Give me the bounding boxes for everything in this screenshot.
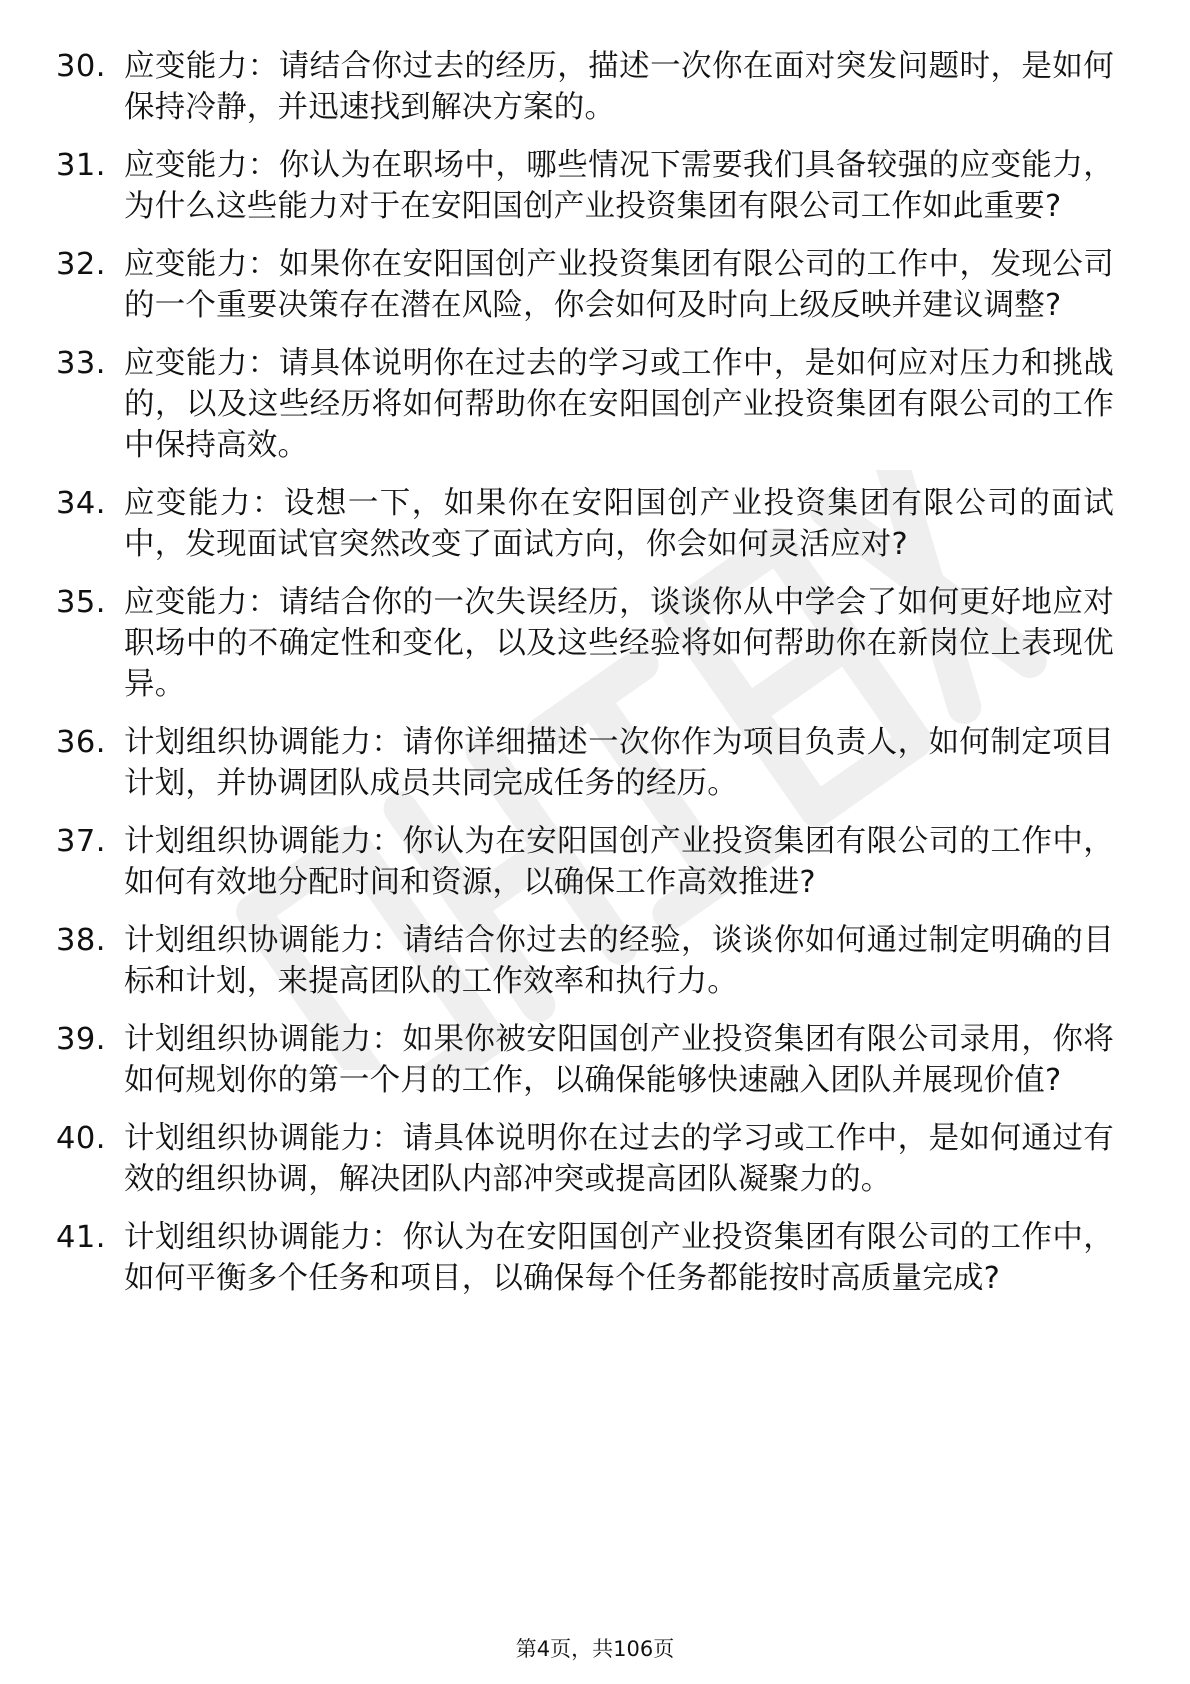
question-text: 应变能力：你认为在职场中，哪些情况下需要我们具备较强的应变能力，为什么这些能力对于在安阳国创产业投资集团有限公司工作如此重要? <box>124 148 1114 224</box>
question-text: 应变能力：请结合你的一次失误经历，谈谈你从中学会了如何更好地应对职场中的不确定性和变化，以及这些经验将如何帮助你在新岗位上表现优异。 <box>124 585 1114 702</box>
question-number: 35. <box>56 585 107 620</box>
question-number: 31. <box>56 148 107 183</box>
question-number: 38. <box>56 923 107 958</box>
list-item <box>0 1019 1190 1101</box>
question-text: 应变能力：如果你在安阳国创产业投资集团有限公司的工作中，发现公司的一个重要决策存在潜在风险，你会如何及时向上级反映并建议调整? <box>124 247 1114 323</box>
question-number: 40. <box>56 1121 107 1156</box>
question-text: 应变能力：请具体说明你在过去的学习或工作中，是如何应对压力和挑战的，以及这些经历将如何帮助你在安阳国创产业投资集团有限公司的工作中保持高效。 <box>124 346 1114 463</box>
list-item <box>0 145 1190 227</box>
question-text: 计划组织协调能力：请结合你过去的经验，谈谈你如何通过制定明确的目标和计划，来提高团队的工作效率和执行力。 <box>124 923 1114 999</box>
list-item <box>0 1217 1190 1299</box>
question-text: 计划组织协调能力：你认为在安阳国创产业投资集团有限公司的工作中，如何平衡多个任务和项目，以确保每个任务都能按时高质量完成? <box>124 1220 1114 1296</box>
question-number: 30. <box>56 49 107 84</box>
question-number: 33. <box>56 346 107 381</box>
list-item <box>0 582 1190 705</box>
question-number: 36. <box>56 725 107 760</box>
question-text: 计划组织协调能力：你认为在安阳国创产业投资集团有限公司的工作中，如何有效地分配时间和资源，以确保工作高效推进? <box>124 824 1114 900</box>
list-item <box>0 722 1190 804</box>
list-item <box>0 1118 1190 1200</box>
list-item <box>0 244 1190 326</box>
question-number: 37. <box>56 824 107 859</box>
page-number-footer: 第4页，共106页 <box>515 1637 675 1661</box>
question-number: 39. <box>56 1022 107 1057</box>
question-text: 计划组织协调能力：请你详细描述一次你作为项目负责人，如何制定项目计划，并协调团队成员共同完成任务的经历。 <box>124 725 1114 801</box>
question-number: 32. <box>56 247 107 282</box>
list-item <box>0 821 1190 903</box>
question-text: 应变能力：设想一下，如果你在安阳国创产业投资集团有限公司的面试中，发现面试官突然改变了面试方向，你会如何灵活应对? <box>124 486 1114 562</box>
list-item <box>0 343 1190 466</box>
question-number: 41. <box>56 1220 107 1255</box>
list-item <box>0 483 1190 565</box>
question-text: 计划组织协调能力：请具体说明你在过去的学习或工作中，是如何通过有效的组织协调，解决团队内部冲突或提高团队凝聚力的。 <box>124 1121 1114 1197</box>
list-item <box>0 920 1190 1002</box>
question-text: 应变能力：请结合你过去的经历，描述一次你在面对突发问题时，是如何保持冷静，并迅速找到解决方案的。 <box>124 49 1114 125</box>
question-list <box>0 46 1190 1316</box>
question-number: 34. <box>56 486 107 521</box>
list-item <box>0 46 1190 128</box>
question-text: 计划组织协调能力：如果你被安阳国创产业投资集团有限公司录用，你将如何规划你的第一个月的工作，以确保能够快速融入团队并展现价值? <box>124 1022 1114 1098</box>
